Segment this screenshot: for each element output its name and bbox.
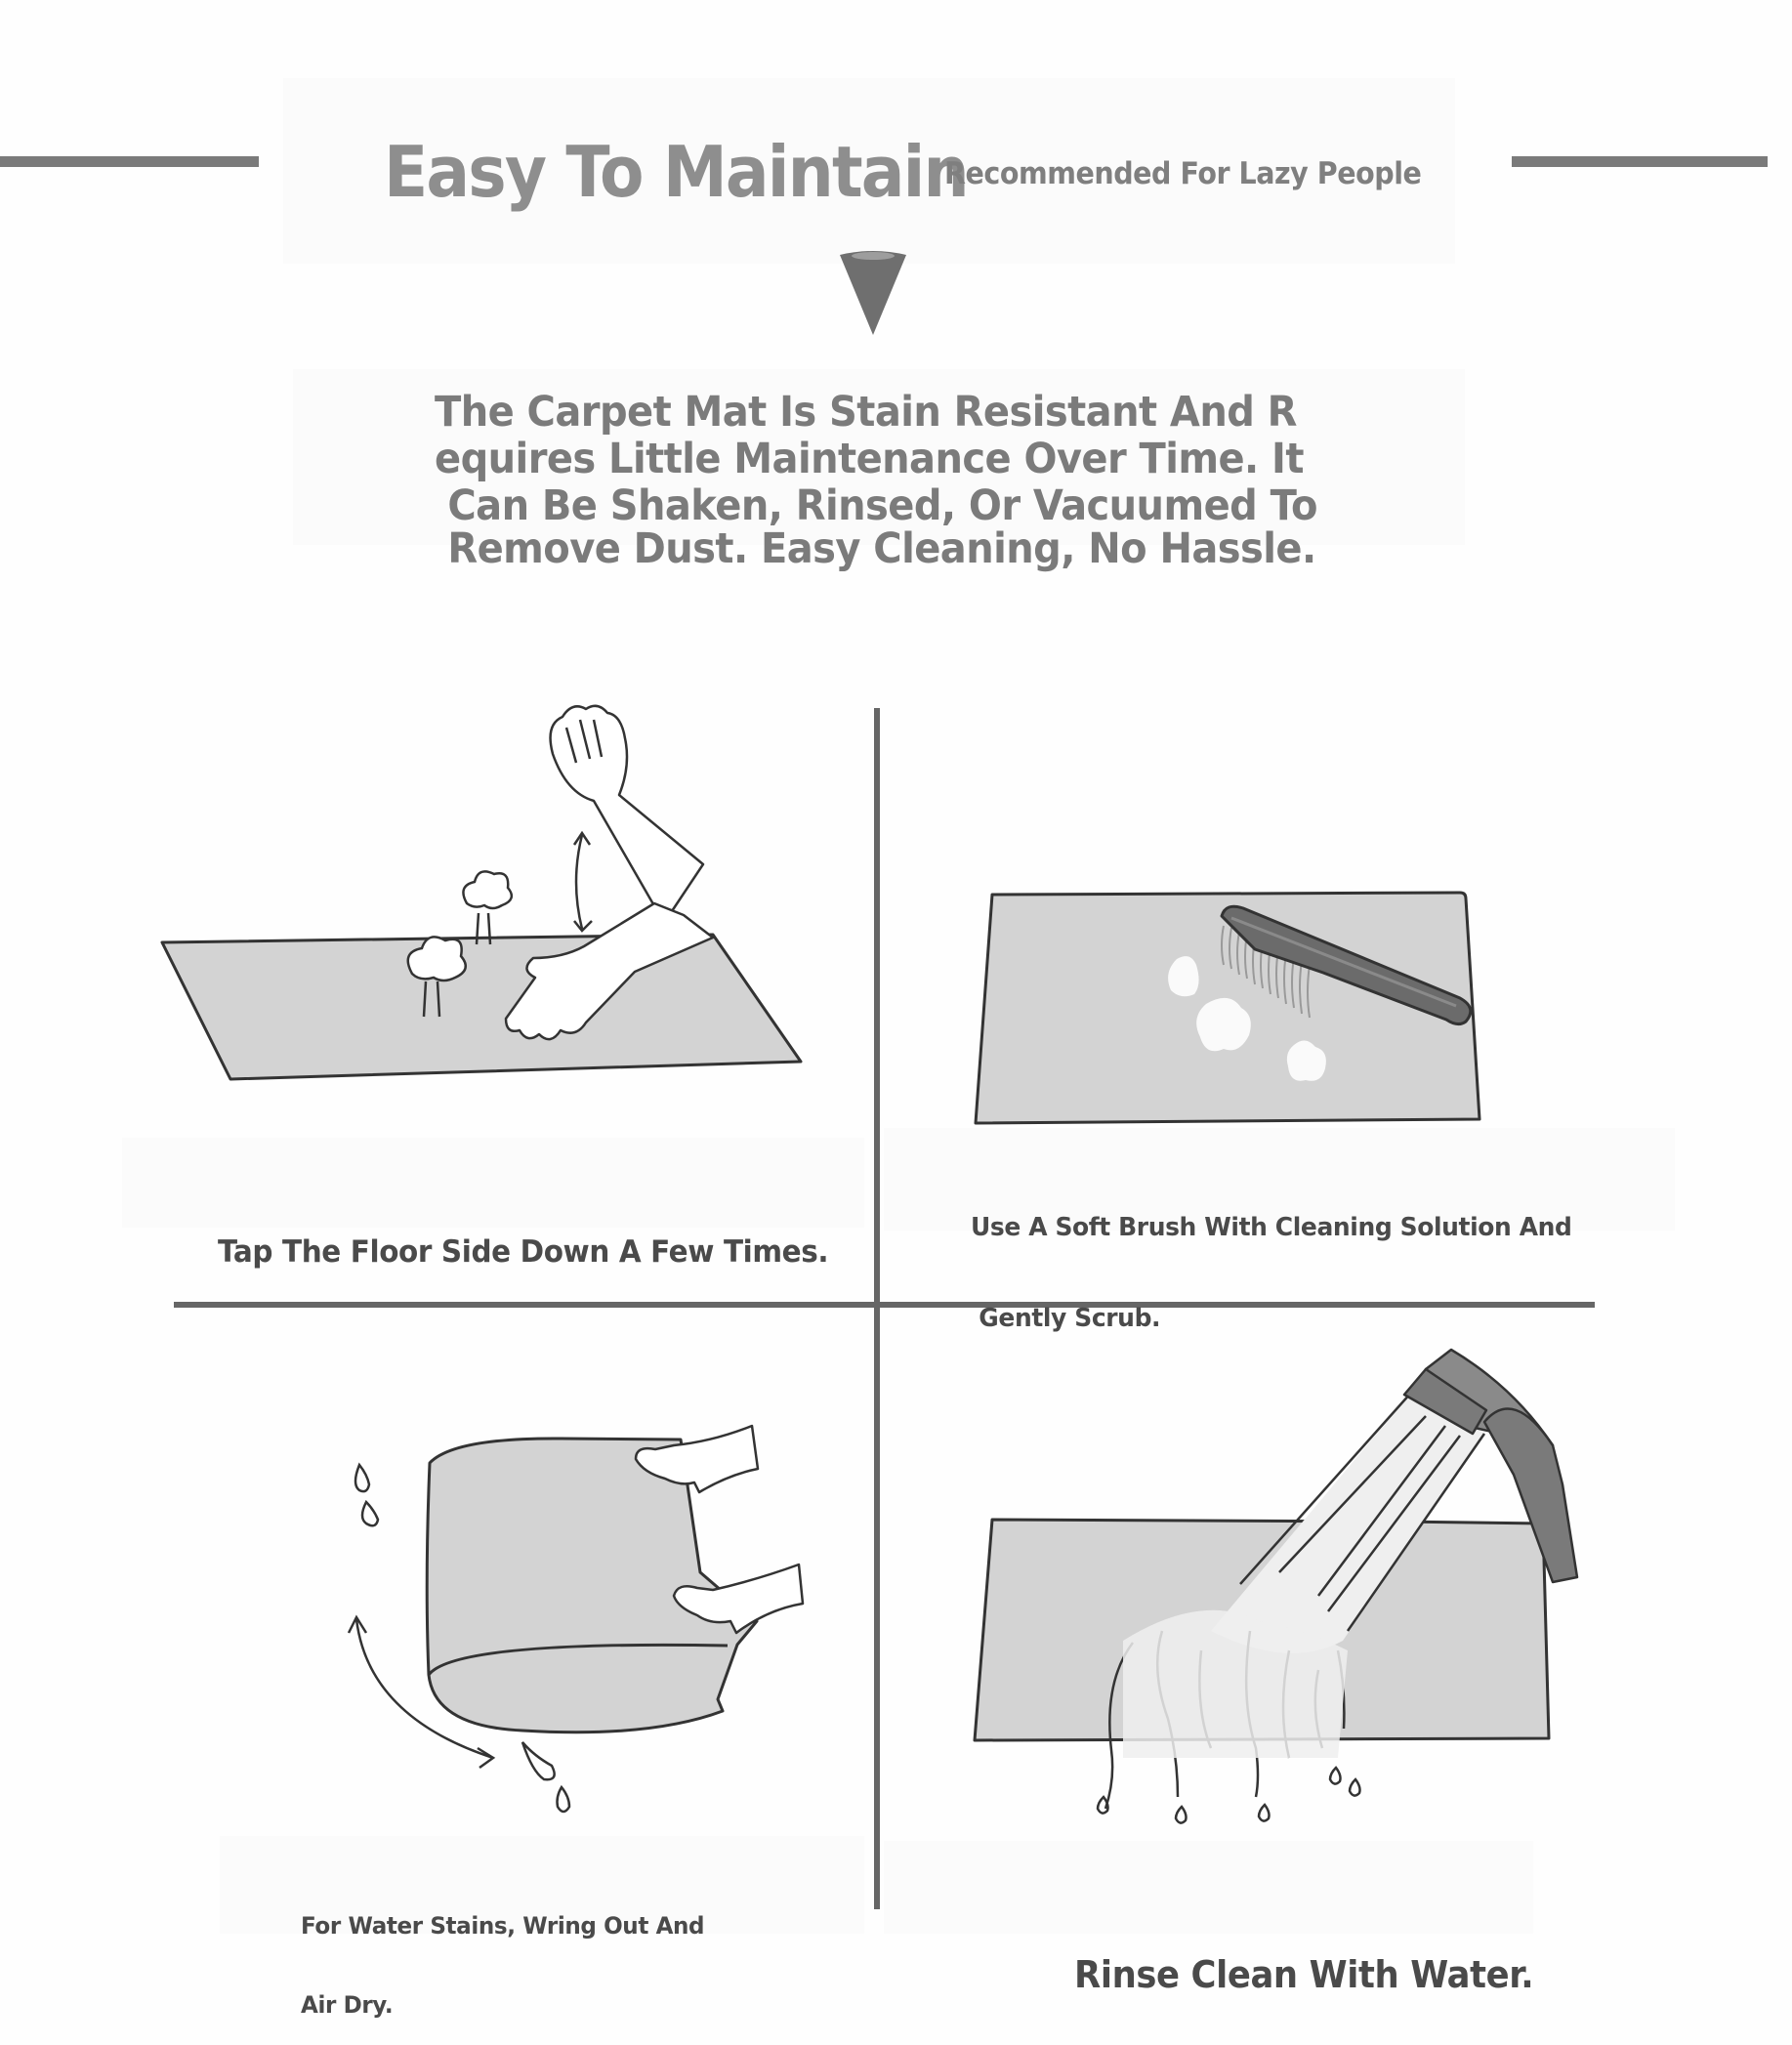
vertical-divider xyxy=(874,708,880,1909)
caption-line: Tap The Floor Side Down A Few Times. xyxy=(218,1234,829,1270)
step-3-caption xyxy=(301,1860,704,2045)
description-line: Can Be Shaken, Rinsed, Or Vacuumed To xyxy=(435,481,1317,530)
caption-line: Air Dry. xyxy=(301,1991,394,2019)
up-down-arrow-icon xyxy=(574,833,592,931)
step-4-caption xyxy=(1074,1867,1533,2039)
header-left-rule xyxy=(0,156,259,167)
brush-scrubbing-mat-illustration xyxy=(972,889,1558,1133)
description-line: equires Little Maintenance Over Time. It xyxy=(435,435,1304,483)
shower-rinsing-mat-illustration xyxy=(967,1338,1582,1826)
step-1-caption xyxy=(218,1164,828,1305)
description-line: Remove Dust. Easy Cleaning, No Hassle. xyxy=(435,524,1316,573)
caption-line: Gently Scrub. xyxy=(971,1304,1161,1333)
hand-tapping-mat-illustration xyxy=(156,698,820,1089)
down-triangle-icon xyxy=(838,249,908,337)
page-title: Easy To Maintain xyxy=(384,131,968,213)
description-text xyxy=(435,389,1333,572)
header-right-rule xyxy=(1512,156,1768,167)
caption-line: For Water Stains, Wring Out And xyxy=(301,1912,705,1940)
caption-line: Use A Soft Brush With Cleaning Solution And xyxy=(971,1213,1572,1242)
page-subtitle: Recommended For Lazy People xyxy=(944,156,1422,191)
water-drop-icon xyxy=(1098,1768,1360,1823)
step-2-caption xyxy=(971,1152,1572,1364)
raised-hand-icon xyxy=(551,706,703,923)
description-line: The Carpet Mat Is Stain Resistant And R xyxy=(435,388,1297,437)
caption-line: Rinse Clean With Water. xyxy=(1074,1953,1534,1996)
hands-wringing-mat-illustration xyxy=(327,1406,815,1816)
